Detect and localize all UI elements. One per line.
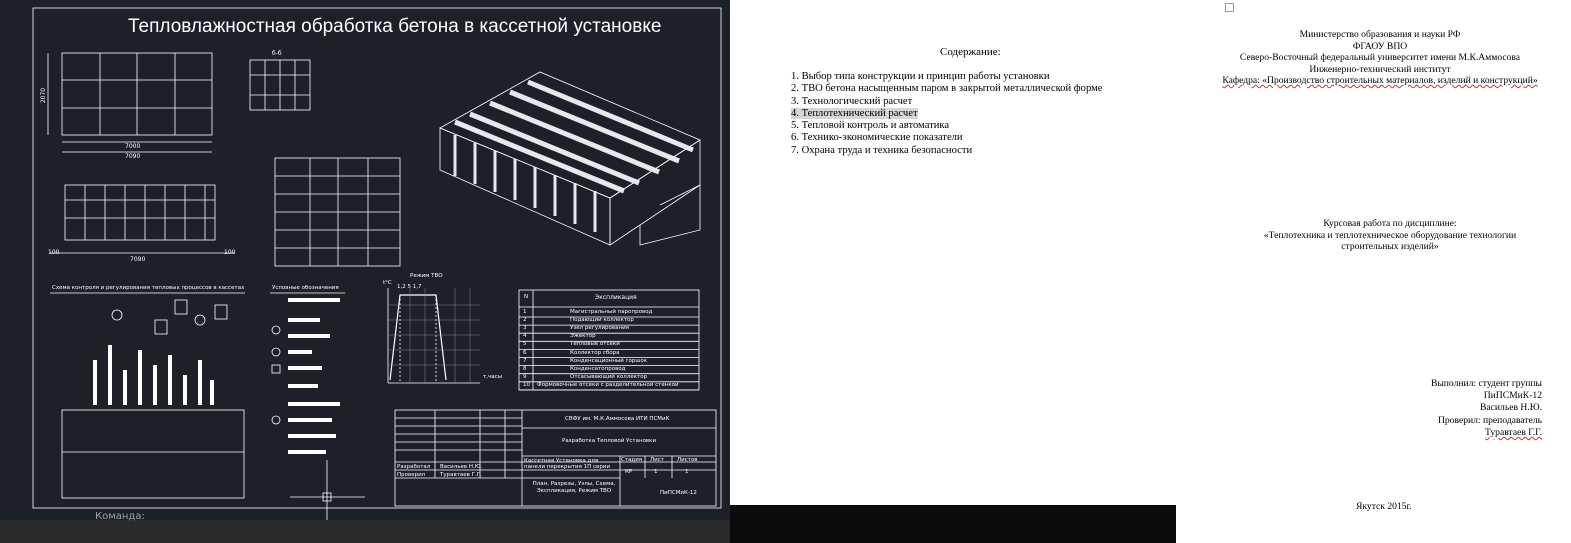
explication-row-number: 4: [523, 333, 527, 340]
stamp-sheet-header: Лист: [650, 457, 664, 463]
explication-row-name: Узел регулирования: [570, 325, 629, 332]
axis-time: τ,часы: [483, 374, 503, 380]
stamp-sheet: 1: [654, 469, 658, 475]
stamp-developed-name: Васильев Н.Ю.: [440, 464, 483, 470]
student-line: Васильев Н.Ю.: [1480, 402, 1542, 414]
explication-row-name: Формовочные отсеки с разделительной стенкой: [537, 381, 679, 388]
institute-line: Инженерно-технический институт: [1309, 63, 1451, 75]
plan-view: [48, 53, 212, 152]
section-label: б-б: [272, 50, 282, 57]
explication-row-name: Тепловые отсеки: [570, 341, 620, 348]
stamp-sheets-header: Листов: [677, 457, 698, 463]
explication-row-name: Магистральный паропровод: [570, 309, 653, 315]
stamp-stage: КР: [625, 469, 633, 475]
stamp-project: Разработка Тепловой Установки: [562, 438, 657, 444]
toc-item-selected-text[interactable]: 4. Теплотехнический расчет: [791, 107, 918, 119]
group-line: ПиПСМиК-12: [1483, 390, 1542, 402]
stamp-stage-header: Стадия: [621, 457, 643, 463]
checked-by-line: Проверил: преподаватель: [1437, 414, 1542, 426]
dimension-7090-bottom: 7090: [130, 256, 146, 263]
explication-row-number: 5: [523, 341, 527, 348]
done-by-line: Выполнил: студент группы: [1430, 378, 1542, 389]
cad-crosshair: [290, 460, 365, 520]
toc-item[interactable]: 2. ТВО бетона насыщенным паром в закрытой металлической форме: [791, 83, 1103, 95]
toc-item[interactable]: 7. Охрана труда и техника безопасности: [791, 144, 973, 156]
ministry-line: Министерство образования и науки РФ: [1299, 29, 1461, 40]
dimension-100-left: 100: [48, 249, 60, 256]
toc-item[interactable]: 6. Технико-экономические показатели: [791, 132, 963, 144]
toc-item[interactable]: 5. Тепловой контроль и автоматика: [791, 120, 950, 132]
fgaou-line: ФГАОУ ВПО: [1352, 40, 1408, 52]
toc-item[interactable]: 3. Технологический расчет: [791, 95, 913, 107]
title-page-header: [1190, 29, 1570, 87]
dimension-100-right: 100: [224, 249, 236, 256]
legend-title: Условные обозначения: [272, 285, 339, 291]
title-page-signatures: [1380, 378, 1542, 439]
stamp-org: СВФУ им. М.К.Аммосова ИТИ ПСМиК: [565, 416, 670, 422]
axis-temperature: t°C: [383, 280, 392, 286]
university-line: Северо-Восточный федеральный университет имени М.К.Аммосова: [1239, 52, 1521, 63]
explication-row-number: 6: [523, 349, 527, 356]
cad-drawing-panel[interactable]: [0, 0, 730, 520]
explication-col-n: N: [524, 294, 529, 300]
stamp-code: ПиПСМиК-12: [660, 490, 697, 496]
discipline-line-1: «Теплотехника и теплотехническое оборудование технологии: [1263, 229, 1517, 241]
explication-row-number: 1: [523, 309, 527, 315]
stamp-sheets: 1: [685, 469, 689, 475]
stamp-checked-label: Проверил: [397, 472, 426, 478]
section-view: [250, 60, 310, 110]
explication-row-number: 3: [523, 325, 527, 332]
legend-symbols: [270, 293, 345, 452]
elevation-view: [50, 185, 235, 253]
drawing-title: Тепловлажностная обработка бетона в кассетной установке: [128, 16, 662, 37]
explication-row-number: 10: [523, 381, 530, 388]
regime-title: Режим ТВО: [410, 273, 443, 279]
scheme-title: Схема контроля и регулирования тепловых процессов в кассетах: [52, 285, 245, 291]
dimension-7000: 7000: [125, 143, 141, 150]
explication-row-name: Конденсационный горшок: [570, 357, 648, 364]
title-page-discipline: [1240, 218, 1540, 253]
explication-row-name: Подающий коллектор: [570, 317, 634, 324]
dimension-7090: 7090: [125, 153, 141, 160]
stamp-content: План, Разрезы, Узлы, Схема, Экспликация, Режим ТВО: [532, 481, 616, 494]
work-type-line: Курсовая работа по дисциплине:: [1323, 218, 1457, 229]
control-scheme: [50, 293, 245, 498]
stamp-work: Кассетная Установка для панели перекрытия 1П серии: [524, 458, 611, 470]
command-line-label[interactable]: Команда:: [95, 511, 145, 522]
toc-heading: Содержание:: [940, 46, 1001, 58]
city-year-line: Якутск 2015г.: [1356, 501, 1412, 512]
explication-row-name: Коллектор сбора: [570, 349, 620, 356]
toc-item[interactable]: 1. Выбор типа конструкции и принцип работы установки: [791, 71, 1050, 82]
explication-row-number: 9: [523, 373, 527, 380]
teacher-line: Туравтаев Г.Г.: [1484, 426, 1542, 438]
isometric-view: [440, 72, 700, 245]
desktop-background-dark: [730, 505, 1176, 543]
explication-row-name: Отсасывающий коллектор: [570, 373, 648, 380]
tvo-regime-graph: [388, 288, 480, 383]
explication-row-number: 8: [523, 365, 527, 372]
explication-row-name: Конденсатопровод: [570, 365, 626, 372]
explication-row-number: 7: [523, 357, 527, 364]
stamp-checked-name: Туравтаев Г.Г.: [440, 472, 482, 478]
explication-row-number: 2: [523, 317, 527, 324]
explication-col-name: Экспликация: [595, 294, 637, 301]
toc-item-selected[interactable]: [791, 108, 1103, 120]
dimension-2070: 2070: [40, 87, 48, 104]
stamp-developed-label: Разработал: [397, 464, 431, 470]
text-anchor-icon: [1225, 3, 1234, 12]
discipline-line-2: строительных изделий»: [1341, 241, 1439, 252]
department-line: Кафедра: «Производство строительных материалов, изделий и конструкций»: [1222, 75, 1538, 86]
regime-ticks: 1,2 5 1,7: [397, 284, 422, 290]
cassette-plan: [275, 158, 400, 266]
toc-list: [791, 71, 1103, 157]
explication-row-name: Эжектор: [570, 333, 596, 340]
